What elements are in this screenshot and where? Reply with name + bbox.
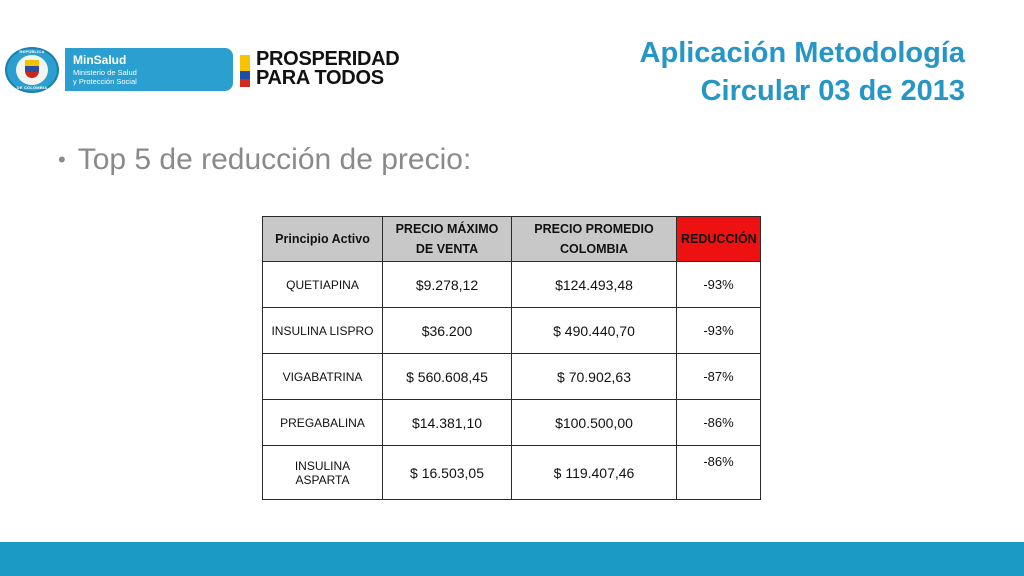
seal-text-bottom: DE COLOMBIA — [16, 85, 48, 90]
cell-reduccion: -93% — [677, 262, 761, 308]
cell-principio: VIGABATRINA — [263, 354, 383, 400]
cell-precio-promedio: $100.500,00 — [512, 400, 677, 446]
cell-precio-promedio: $ 70.902,63 — [512, 354, 677, 400]
cell-precio-maximo: $9.278,12 — [383, 262, 512, 308]
cell-reduccion: -93% — [677, 308, 761, 354]
minsalud-subtitle — [73, 68, 137, 86]
cell-precio-maximo: $ 560.608,45 — [383, 354, 512, 400]
prosperidad-line2: PARA TODOS — [256, 67, 384, 89]
seal-text-top: REPÚBLICA — [19, 49, 45, 54]
data-table — [262, 216, 761, 500]
table-row — [263, 262, 761, 308]
cell-precio-maximo: $14.381,10 — [383, 400, 512, 446]
slide-title-line2: Circular 03 de 2013 — [700, 75, 965, 107]
slide-title-line1: Aplicación Metodología — [639, 37, 965, 69]
cell-principio: INSULINA ASPARTA — [263, 446, 383, 500]
shield-icon — [25, 60, 39, 78]
header-precio-maximo: PRECIO MÁXIMO DE VENTA — [383, 217, 512, 262]
cell-precio-promedio: $ 119.407,46 — [512, 446, 677, 500]
table-row — [263, 308, 761, 354]
slide-title — [640, 34, 965, 110]
header-precio-promedio: PRECIO PROMEDIO COLOMBIA — [512, 217, 677, 262]
cell-reduccion: -87% — [677, 354, 761, 400]
price-reduction-table — [262, 216, 760, 488]
bullet-dot-icon: • — [58, 147, 66, 172]
cell-principio: INSULINA LISPRO — [263, 308, 383, 354]
header-principio-activo: Principio Activo — [263, 217, 383, 262]
cell-precio-maximo: $36.200 — [383, 308, 512, 354]
cell-precio-maximo: $ 16.503,05 — [383, 446, 512, 500]
prosperidad-logo — [256, 50, 399, 88]
cell-precio-promedio: $ 490.440,70 — [512, 308, 677, 354]
minsalud-logo — [65, 48, 233, 91]
prosperidad-line1: PROSPERIDAD — [256, 48, 400, 70]
coat-of-arms-icon — [16, 55, 48, 85]
cell-principio: PREGABALINA — [263, 400, 383, 446]
bullet-point — [58, 143, 471, 177]
flag-bar-icon — [240, 55, 250, 87]
minsalud-name: MinSalud — [73, 53, 127, 67]
header-reduccion: REDUCCIÓN — [677, 217, 761, 262]
cell-precio-promedio: $124.493,48 — [512, 262, 677, 308]
table-row — [263, 354, 761, 400]
table-header-row — [263, 217, 761, 262]
cell-reduccion: -86% — [677, 446, 761, 500]
footer-band — [0, 542, 1024, 576]
cell-reduccion: -86% — [677, 400, 761, 446]
colombia-seal-logo — [5, 47, 59, 93]
minsalud-subtitle-line1: Ministerio de Salud — [73, 68, 137, 77]
cell-principio: QUETIAPINA — [263, 262, 383, 308]
table-row — [263, 400, 761, 446]
bullet-text: Top 5 de reducción de precio: — [77, 143, 472, 176]
minsalud-subtitle-line2: y Protección Social — [73, 77, 137, 86]
table-row — [263, 446, 761, 500]
